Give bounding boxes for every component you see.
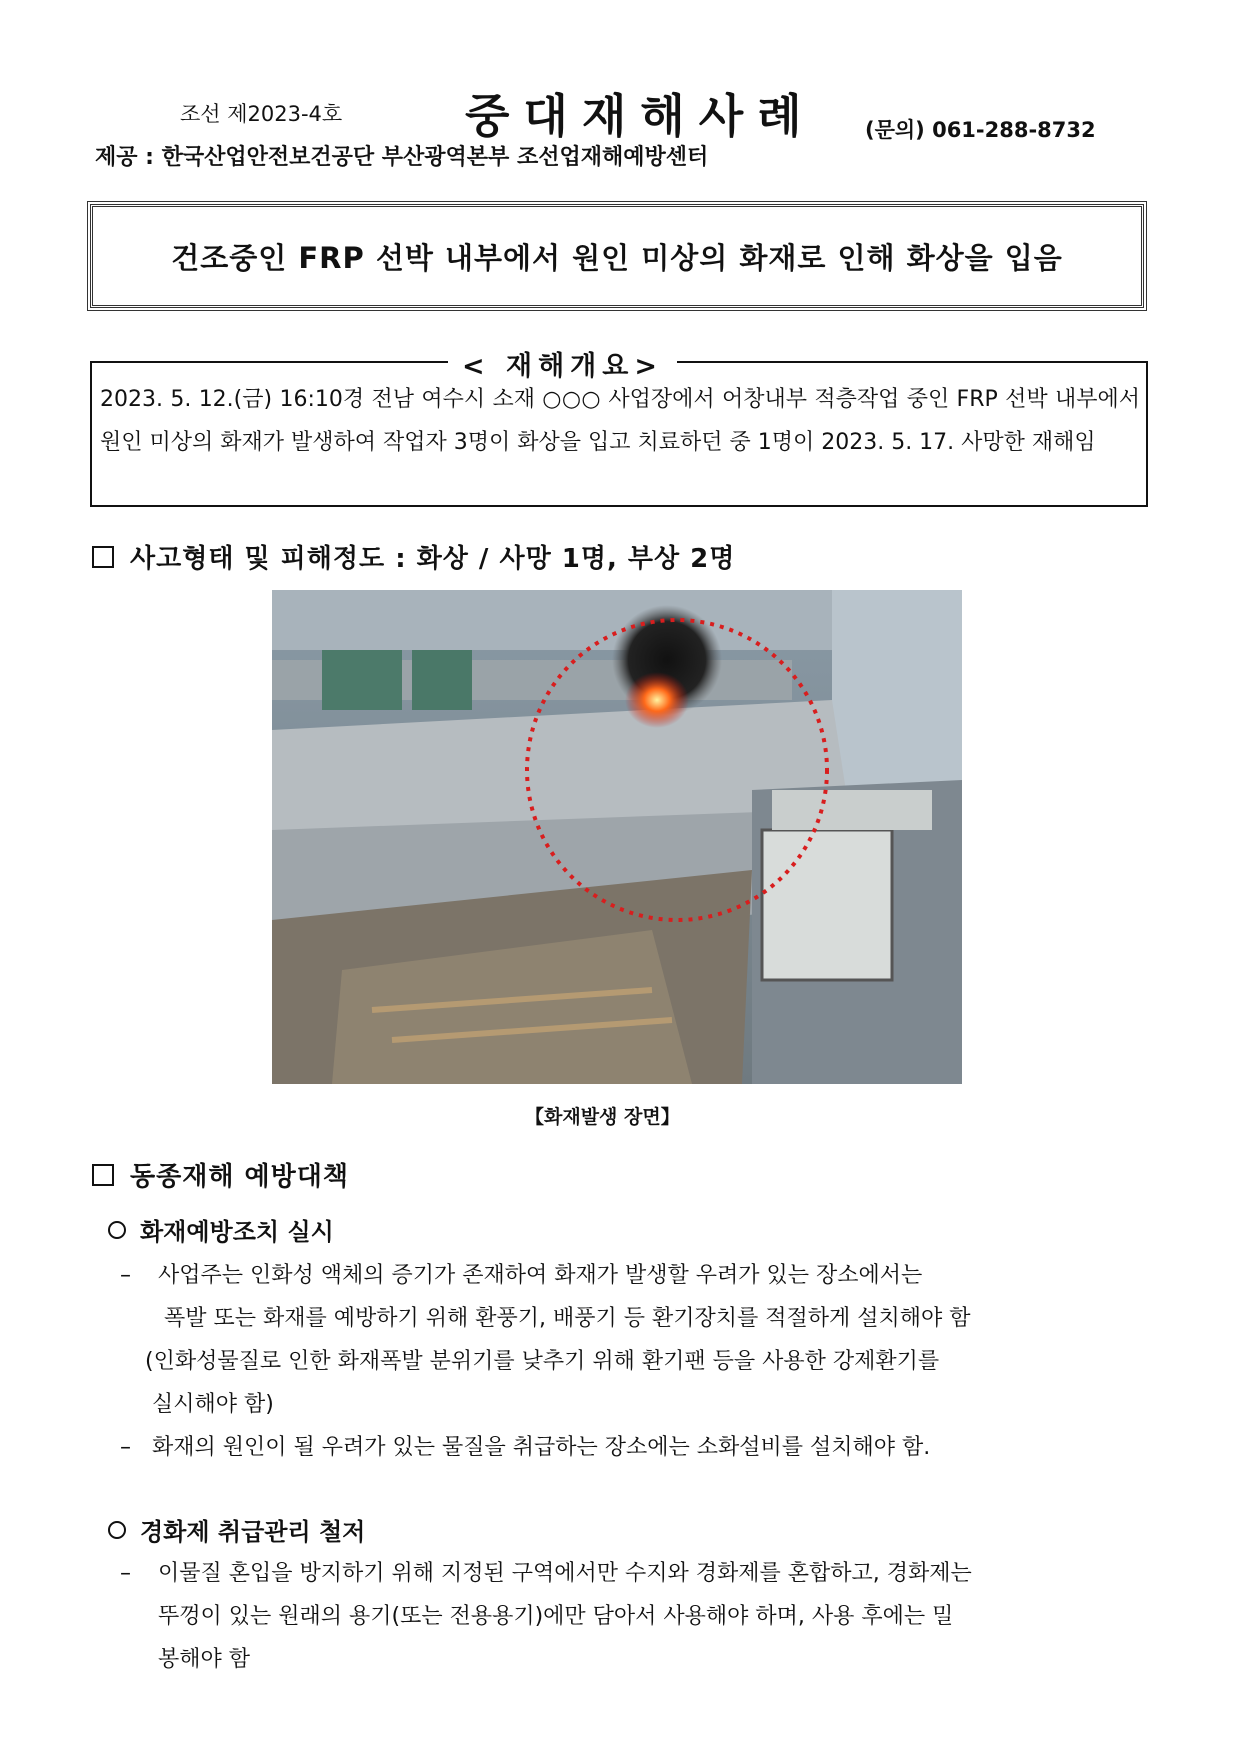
incident-title: 건조중인 FRP 선박 내부에서 원인 미상의 화재로 인해 화상을 입음 xyxy=(171,240,1063,275)
list-item xyxy=(120,1552,1150,1681)
checkbox-square-icon xyxy=(92,546,114,568)
contact-info: (문의) 061-288-8732 xyxy=(865,118,1096,142)
photo-caption: 【화재발생 장면】 xyxy=(525,1106,680,1128)
list-line: 뚜껑이 있는 원래의 용기(또는 전용용기)에만 담아서 사용해야 하며, 사용 후에는 밀 xyxy=(158,1604,954,1629)
page-title: 중대재해사례 xyxy=(465,89,816,143)
summary-heading: < 재해개요> xyxy=(448,344,677,383)
fire-scene-image xyxy=(272,590,962,1084)
list-line: 폭발 또는 화재를 예방하기 위해 환풍기, 배풍기 등 환기장치를 적절하게 설치해야 함 xyxy=(164,1306,971,1331)
accident-type-heading xyxy=(92,538,735,575)
list-line: 실시해야 함) xyxy=(152,1392,274,1417)
checkbox-square-icon xyxy=(92,1164,114,1186)
incident-photo xyxy=(272,590,962,1084)
list-line: 이물질 혼입을 방지하기 위해 지정된 구역에서만 수지와 경화제를 혼합하고, 경화제는 xyxy=(158,1561,972,1586)
list-item xyxy=(120,1254,1150,1426)
prevention-heading xyxy=(92,1156,349,1193)
subsection-heading xyxy=(108,1212,334,1247)
dash-bullet: – xyxy=(120,1435,131,1460)
incident-title-box xyxy=(90,204,1144,308)
dash-bullet: – xyxy=(120,1263,131,1288)
document-number: 조선 제2023-4호 xyxy=(180,102,343,126)
summary-text: 2023. 5. 12.(금) 16:10경 전남 여수시 소재 ○○○ 사업장에서 어창내부 적층작업 중인 FRP 선박 내부에서 원인 미상의 화재가 발생하여 작업자 3명이 화상을 입고 치료하던 중 1명이 2023. 5. 17. 사망한 재해임 xyxy=(100,387,1140,455)
list-line: 사업주는 인화성 액체의 증기가 존재하여 화재가 발생할 우려가 있는 장소에서는 xyxy=(158,1263,923,1288)
subsection-heading xyxy=(108,1512,365,1547)
list-line: (인화성물질로 인한 화재폭발 분위기를 낮추기 위해 환기팬 등을 사용한 강제환기를 xyxy=(145,1349,940,1374)
provider-line: 제공 : 한국산업안전보건공단 부산광역본부 조선업재해예방센터 xyxy=(95,145,709,170)
list-line: 화재의 원인이 될 우려가 있는 물질을 취급하는 장소에는 소화설비를 설치해야 함. xyxy=(152,1435,931,1460)
circle-bullet-icon xyxy=(108,1221,126,1239)
dash-bullet: – xyxy=(120,1561,131,1586)
circle-bullet-icon xyxy=(108,1521,126,1539)
prevention-heading-text: 동종재해 예방대책 xyxy=(130,1162,349,1192)
accident-type-text: 사고형태 및 피해정도 : 화상 / 사망 1명, 부상 2명 xyxy=(130,544,736,574)
subsection-title: 화재예방조치 실시 xyxy=(140,1218,334,1246)
subsection-title: 경화제 취급관리 철저 xyxy=(140,1518,366,1546)
list-item xyxy=(120,1426,1150,1469)
list-line: 봉해야 함 xyxy=(158,1647,251,1672)
